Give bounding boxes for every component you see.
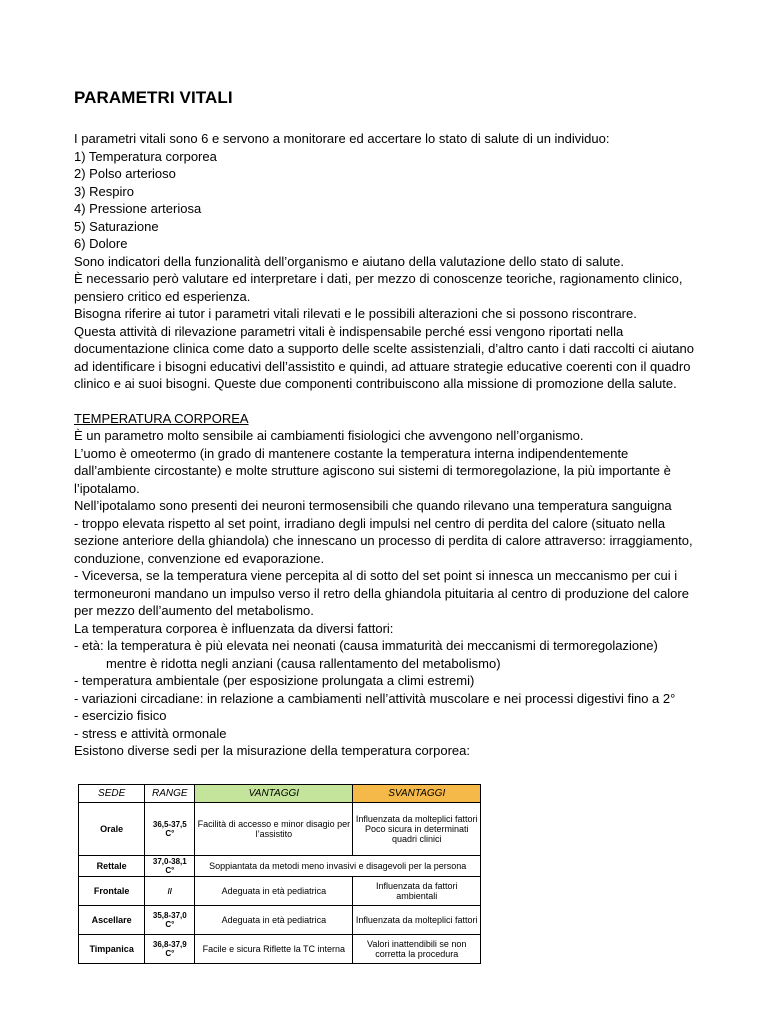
paragraph: È un parametro molto sensibile ai cambiamenti fisiologici che avvengono nell’organismo.	[74, 428, 584, 443]
factor-item: - temperatura ambientale (per esposizione prolungata a climi estremi)	[74, 673, 475, 688]
param-item: 2) Polso arterioso	[74, 166, 176, 181]
cell-range: 36,8-37,9 C°	[145, 935, 195, 964]
param-item: 4) Pressione arteriosa	[74, 201, 202, 216]
header-sede: SEDE	[79, 785, 145, 803]
cell-range: 35,8-37,0 C°	[145, 906, 195, 935]
cell-svantaggi: Influenzata da molteplici fattori	[353, 906, 481, 935]
cell-sede: Timpanica	[79, 935, 145, 964]
cell-sede: Orale	[79, 803, 145, 856]
cell-sede: Ascellare	[79, 906, 145, 935]
cell-sede: Frontale	[79, 877, 145, 906]
cell-range: 37,0-38,1 C°	[145, 856, 195, 877]
cell-svantaggi: Influenzata da fattori ambientali	[353, 877, 481, 906]
cell-vantaggi: Adeguata in età pediatrica	[195, 906, 353, 935]
document-page	[74, 88, 700, 760]
header-svantaggi: SVANTAGGI	[353, 785, 481, 803]
paragraph: Nell’ipotalamo sono presenti dei neuroni termosensibili che quando rilevano una temperatura sanguigna	[74, 498, 672, 513]
table-row	[79, 906, 481, 935]
cell-merged: Soppiantata da metodi meno invasivi e disagevoli per la persona	[195, 856, 481, 877]
paragraph: È necessario però valutare ed interpretare i dati, per mezzo di conoscenze teoriche, ragionamento clinico, pensiero critico ed esperienza.	[74, 271, 683, 304]
section-title: TEMPERATURA CORPOREA	[74, 410, 249, 426]
factor-item: - età: la temperatura è più elevata nei neonati (causa immaturità dei meccanismi di termoregolazione)	[74, 638, 658, 653]
measurement-sites-table	[78, 784, 481, 964]
paragraph: L’uomo è omeotermo (in grado di mantenere costante la temperatura interna indipendentemente dall’ambiente circostante) e molte strutture agiscono sui sistemi di termoregolazione, la più importante è l’ipotalamo.	[74, 445, 671, 496]
paragraph: Questa attività di rilevazione parametri vitali è indispensabile perché essi vengono riportati nella documentazione clinica come dato a supporto delle scelte assistenziali, d’altro canto i dati raccolti ci aiutano ad identificare i bisogni educativi dell’assistito e quindi, ad attuare strategie educative coerenti con il quadro clinico e ai suoi bisogni. Queste due componenti contribuiscono alla missione di promozione della salute.	[74, 323, 695, 391]
intro-text: I parametri vitali sono 6 e servono a monitorare ed accertare lo stato di salute di un individuo:	[74, 131, 610, 146]
table-row	[79, 877, 481, 906]
cell-sede: Rettale	[79, 856, 145, 877]
param-item: 3) Respiro	[74, 183, 134, 199]
param-item: 5) Saturazione	[74, 218, 159, 234]
factor-item: - variazioni circadiane: in relazione a cambiamenti nell’attività muscolare e nei processi digestivi fino a 2°	[74, 690, 676, 706]
factor-item: - stress e attività ormonale	[74, 725, 227, 741]
factor-item-continued: mentre è ridotta negli anziani (causa rallentamento del metabolismo)	[106, 655, 501, 671]
header-vantaggi: VANTAGGI	[195, 785, 353, 803]
param-item: 1) Temperatura corporea	[74, 148, 217, 164]
paragraph: Esistono diverse sedi per la misurazione della temperatura corporea:	[74, 743, 470, 758]
factor-item: - esercizio fisico	[74, 708, 167, 723]
paragraph: - Viceversa, se la temperatura viene percepita al di sotto del set point si innesca un meccanismo per cui i termoneuroni mandano un impulso verso il retro della ghiandola pituitaria al centro di produzione del calore per mezzo dell’aumento del metabolismo.	[74, 568, 689, 618]
cell-range: //	[145, 877, 195, 906]
table-header-row	[79, 785, 481, 803]
cell-svantaggi: Influenzata da molteplici fattori Poco sicura in determinati quadri clinici	[353, 803, 481, 856]
paragraph: La temperatura corporea è influenzata da diversi fattori:	[74, 620, 394, 636]
cell-vantaggi: Facile e sicura Riflette la TC interna	[195, 935, 353, 964]
table-row	[79, 935, 481, 964]
table-row	[79, 803, 481, 856]
cell-svantaggi: Valori inattendibili se non corretta la procedura	[353, 935, 481, 964]
cell-range: 36,5-37,5 C°	[145, 803, 195, 856]
page-title: PARAMETRI VITALI	[74, 88, 233, 107]
paragraph: Bisogna riferire ai tutor i parametri vitali rilevati e le possibili alterazioni che si possono riscontrare.	[74, 306, 637, 321]
paragraph: - troppo elevata rispetto al set point, irradiano degli impulsi nel centro di perdita del calore (situato nella sezione anteriore della ghiandola) che innescano un processo di perdita di calore attraverso: irraggiamento, conduzione, convenzione ed evaporazione.	[74, 515, 693, 566]
table-row	[79, 856, 481, 877]
cell-vantaggi: Adeguata in età pediatrica	[195, 877, 353, 906]
header-range: RANGE	[145, 785, 195, 803]
paragraph: Sono indicatori della funzionalità dell’organismo e aiutano della valutazione dello stato di salute.	[74, 253, 624, 269]
cell-vantaggi: Facilità di accesso e minor disagio per l’assistito	[195, 803, 353, 856]
param-item: 6) Dolore	[74, 236, 128, 251]
